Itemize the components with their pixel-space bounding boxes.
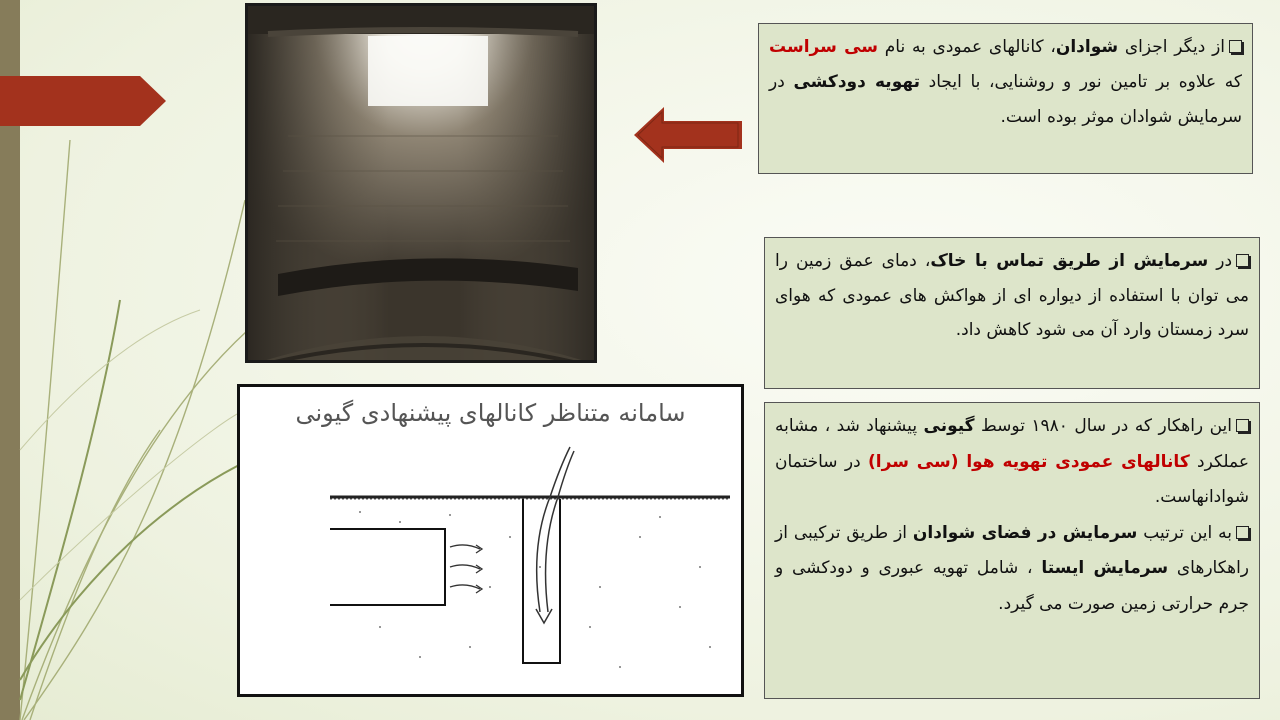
bold-run: سرمایش در فضای شوادان — [912, 522, 1138, 543]
bold-run: گیونی — [923, 416, 975, 436]
text-run: ، دمای عمق زمین را می توان با استفاده از دیواره ای از هواکش های عمودی که هوای سرد زمستان وارد آن می شود کاهش داد. — [775, 251, 1249, 340]
channel-sketch — [240, 387, 741, 694]
checkbox-bullet-icon — [1229, 40, 1242, 53]
diagram-caption: سامانه متناظر کانالهای پیشنهادی گیونی — [295, 399, 686, 427]
text-run: ، شامل تهویه عبوری و دودکشی و جرم حرارتی زمین صورت می گیرد. — [775, 558, 1249, 614]
red-chevron-tab — [0, 76, 166, 126]
text-run: از طریق ترکیبی از راهکارهای — [775, 522, 1250, 578]
bold-run: سرمایش ایستا — [1041, 558, 1169, 578]
bold-run: سرمایش از طریق تماس با خاک — [930, 251, 1209, 271]
left-arrow-icon — [634, 107, 742, 163]
paragraph-sisara — [769, 30, 1242, 135]
paragraph-soil-cooling — [775, 244, 1249, 348]
text-box-soil-cooling — [764, 237, 1260, 389]
checkbox-bullet-icon — [1236, 526, 1249, 539]
text-run: این راهکار که در سال ۱۹۸۰ توسط — [974, 416, 1232, 436]
text-run: در — [1208, 251, 1233, 271]
highlight-run: کانالهای عمودی تهویه هوا (سی سرا) — [868, 451, 1190, 472]
text-run: که علاوه بر تامین نور و روشنایی، با ایجاد — [919, 72, 1243, 92]
bold-run: شوادان — [1055, 37, 1119, 57]
cellar-shaft-photo — [245, 3, 597, 363]
highlight-run: سی سراست — [769, 37, 879, 57]
text-box-gioni — [764, 402, 1260, 699]
gioni-channel-diagram — [237, 384, 744, 697]
paragraph-gioni — [775, 409, 1249, 516]
checkbox-bullet-icon — [1236, 419, 1249, 432]
text-box-sisara — [758, 23, 1253, 174]
text-run: در ساختمان شوادانهاست. — [775, 451, 1249, 507]
text-run: ، کانالهای عمودی به نام — [878, 37, 1056, 57]
text-run: پیشنهاد شد ، مشابه عملکرد — [775, 416, 1249, 472]
paragraph-passive-cooling — [775, 516, 1249, 623]
checkbox-bullet-icon — [1236, 254, 1249, 267]
text-run: در سرمایش شوادان موثر بوده است. — [769, 72, 1242, 127]
text-run: از دیگر اجزای — [1118, 37, 1225, 57]
text-run: به این ترتیب — [1137, 522, 1233, 543]
bold-run: تهویه دودکشی — [793, 72, 920, 92]
